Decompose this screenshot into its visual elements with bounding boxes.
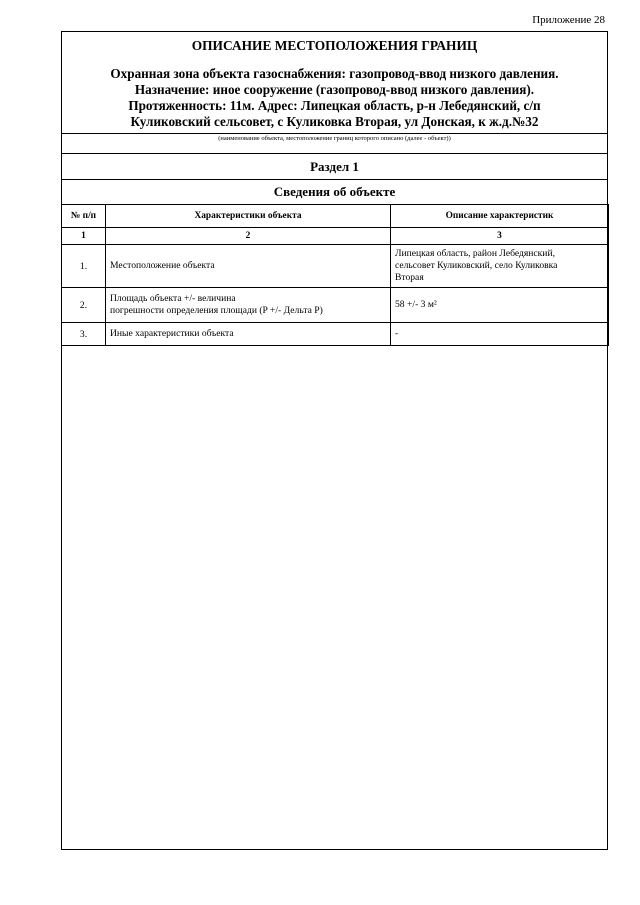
section-subtitle: Сведения об объекте — [273, 184, 396, 199]
row-number: 1. — [62, 245, 106, 288]
row-number: 2. — [62, 288, 106, 323]
divider — [62, 153, 607, 154]
table-row — [62, 323, 609, 346]
row-description — [391, 288, 609, 323]
description-line: Вторая — [395, 272, 424, 283]
object-info-table — [61, 204, 609, 346]
table-header-row — [62, 205, 609, 228]
object-line: Назначение: иное сооружение (газопровод-ввод низкого давления). — [134, 82, 535, 97]
index-cell: 1 — [62, 228, 106, 245]
characteristic-line: Местоположение объекта — [110, 260, 215, 271]
column-header-characteristic: Характеристики объекта — [106, 205, 391, 228]
index-cell: 2 — [106, 228, 391, 245]
section-title: Раздел 1 — [310, 159, 359, 174]
row-characteristic — [106, 323, 391, 346]
object-line: Протяженность: 11м. Адрес: Липецкая область, р-н Лебедянский, с/п — [128, 98, 541, 113]
description-line: 58 +/- 3 м² — [395, 299, 437, 310]
divider — [62, 179, 607, 180]
column-header-number: № п/п — [62, 205, 106, 228]
table-row — [62, 245, 609, 288]
document-title: ОПИСАНИЕ МЕСТОПОЛОЖЕНИЯ ГРАНИЦ — [191, 38, 478, 53]
description-line: Липецкая область, район Лебедянский, — [395, 248, 555, 259]
description-line: - — [395, 328, 399, 339]
row-description — [391, 245, 609, 288]
characteristic-line: Иные характеристики объекта — [110, 328, 234, 339]
description-line: сельсовет Куликовский, село Куликовка — [395, 260, 558, 271]
divider — [62, 133, 607, 134]
characteristic-line: Площадь объекта +/- величина — [110, 293, 236, 304]
object-line: Охранная зона объекта газоснабжения: газопровод-ввод низкого давления. — [110, 66, 559, 81]
characteristic-line: погрешности определения площади (P +/- Дельта P) — [110, 305, 323, 316]
object-description — [66, 66, 603, 130]
table-index-row — [62, 228, 609, 245]
object-line: Куликовский сельсовет, с Куликовка Вторая, ул Донская, к ж.д.№32 — [130, 114, 539, 129]
column-header-description: Описание характеристик — [391, 205, 609, 228]
object-caption: (наименование объекта, местоположение границ которого описано (далее - объект)) — [218, 135, 451, 142]
row-characteristic — [106, 288, 391, 323]
row-number: 3. — [62, 323, 106, 346]
appendix-number: Приложение 28 — [532, 14, 605, 26]
index-cell: 3 — [391, 228, 609, 245]
document-frame — [61, 31, 608, 850]
table-row — [62, 288, 609, 323]
row-characteristic — [106, 245, 391, 288]
row-description — [391, 323, 609, 346]
